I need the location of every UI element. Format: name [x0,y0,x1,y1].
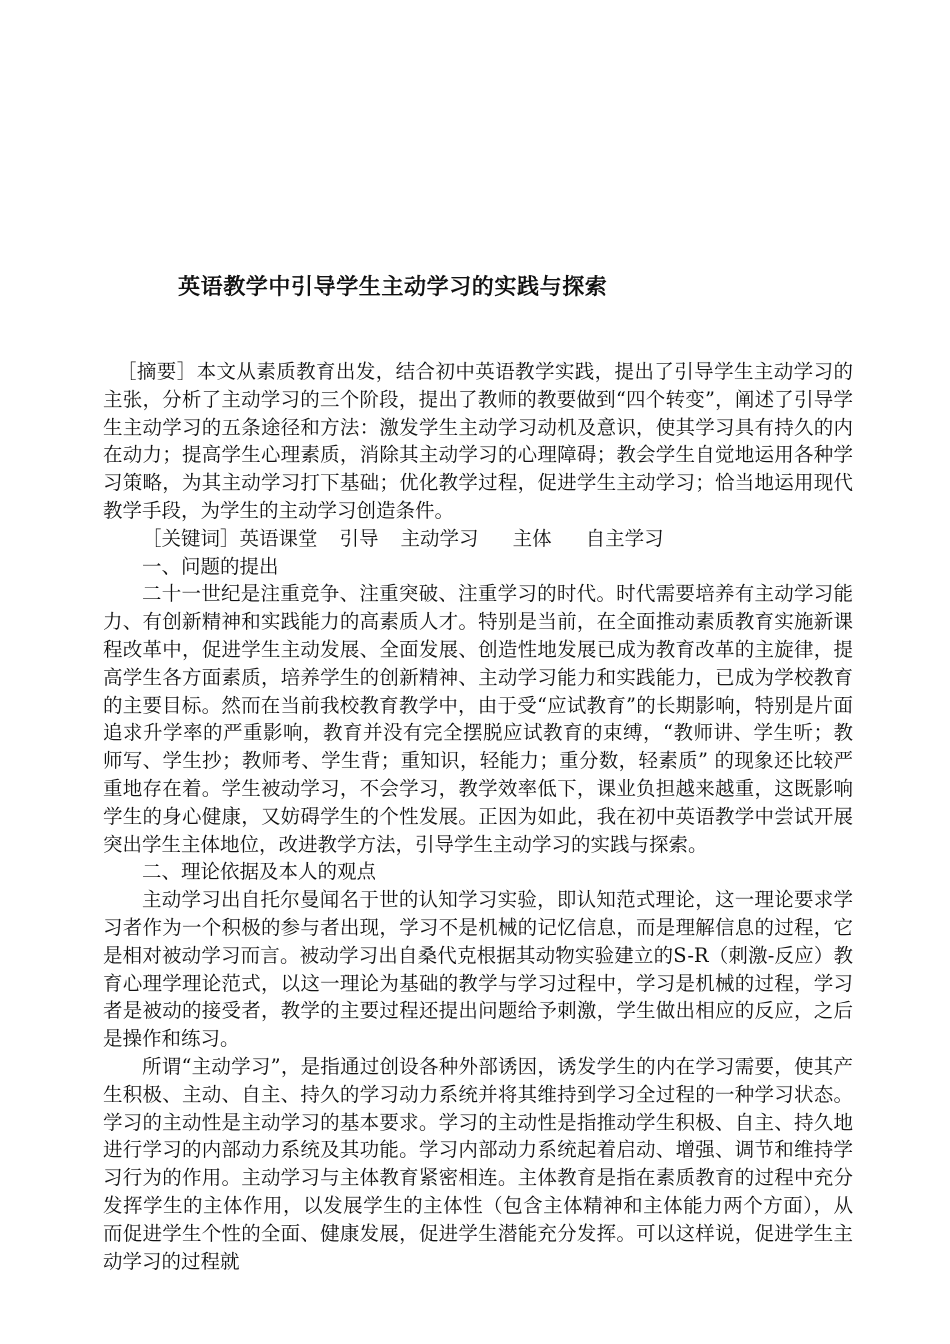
keywords-line [103,525,853,553]
keyword: 主动学习 [400,526,479,550]
section-heading: 一、问题的提出 [142,554,279,578]
body-paragraph: 二十一世纪是注重竞争、注重突破、注重学习的时代。时代需要培养有主动学习能力、有创新精神和实践能力的高素质人才。特别是当前，在全面推动素质教育实施新课程改革中，促进学生主动发展、全面发展、创造性地发展已成为教育改革的主旋律，提高学生各方面素质，培养学生的创新精神、主动学习能力和实践能力，已成为学校教育的主要目标。然而在当前我校教育教学中，由于受“应试教育”的长期影响，特别是片面追求升学率的严重影响，教育并没有完全摆脱应试教育的束缚，“教师讲、学生听；教师写、学生抄；教师考、学生背；重知识，轻能力；重分数，轻素质” 的现象还比较严重地存在着。学生被动学习，不会学习，教学效率低下，课业负担越来越重，这既影响学生的身心健康，又妨碍学生的个性发展。正因为如此，我在初中英语教学中尝试开展突出学生主体地位，改进教学方法，引导学生主动学习的实践与探索。 [103,582,853,856]
keyword: 引导 [339,526,379,550]
document-body [103,358,853,1275]
abstract-paragraph: ［摘要］本文从素质教育出发，结合初中英语教学实践，提出了引导学生主动学习的主张，分析了主动学习的三个阶段，提出了教师的教要做到“四个转变”，阐述了引导学生主动学习的五条途径和方法：激发学生主动学习动机及意识，使其学习具有持久的内在动力；提高学生心理素质，消除其主动学习的心理障碍；教会学生自觉地运用各种学习策略，为其主动学习打下基础；优化教学过程，促进学生主动学习；恰当地运用现代教学手段，为学生的主动学习创造条件。 [103,360,853,522]
document-title: 英语教学中引导学生主动学习的实践与探索 [178,275,608,300]
section-heading: 二、理论依据及本人的观点 [142,860,377,884]
body-paragraph: 主动学习出自托尔曼闻名于世的认知学习实验，即认知范式理论，这一理论要求学习者作为一个积极的参与者出现，学习不是机械的记忆信息，而是理解信息的过程，它是相对被动学习而言。被动学习出自桑代克根据其动物实验建立的S-R（刺激-反应）教育心理学理论范式，以这一理论为基础的教学与学习过程中，学习是机械的过程，学习者是被动的接受者，教学的主要过程还提出问题给予刺激，学生做出相应的反应，之后是操作和练习。 [103,888,853,1051]
body-paragraph: 所谓“主动学习”，是指通过创设各种外部诱因，诱发学生的内在学习需要，使其产生积极、主动、自主、持久的学习动力系统并将其维持到学习全过程的一种学习状态。学习的主动性是主动学习的基本要求。学习的主动性是指推动学生积极、自主、持久地进行学习的内部动力系统及其功能。学习内部动力系统起着启动、增强、调节和维持学习行为的作用。主动学习与主体教育紧密相连。主体教育是指在素质教育的过程中充分发挥学生的主体作用，以发展学生的主体性（包含主体精神和主体能力两个方面），从而促进学生个性的全面、健康发展，促进学生潜能充分发挥。可以这样说，促进学生主动学习的过程就 [103,1054,853,1273]
keywords-label: ［关键词］ [142,526,240,550]
keyword: 英语课堂 [239,526,318,550]
keyword: 自主学习 [585,526,664,550]
keyword: 主体 [512,526,552,550]
